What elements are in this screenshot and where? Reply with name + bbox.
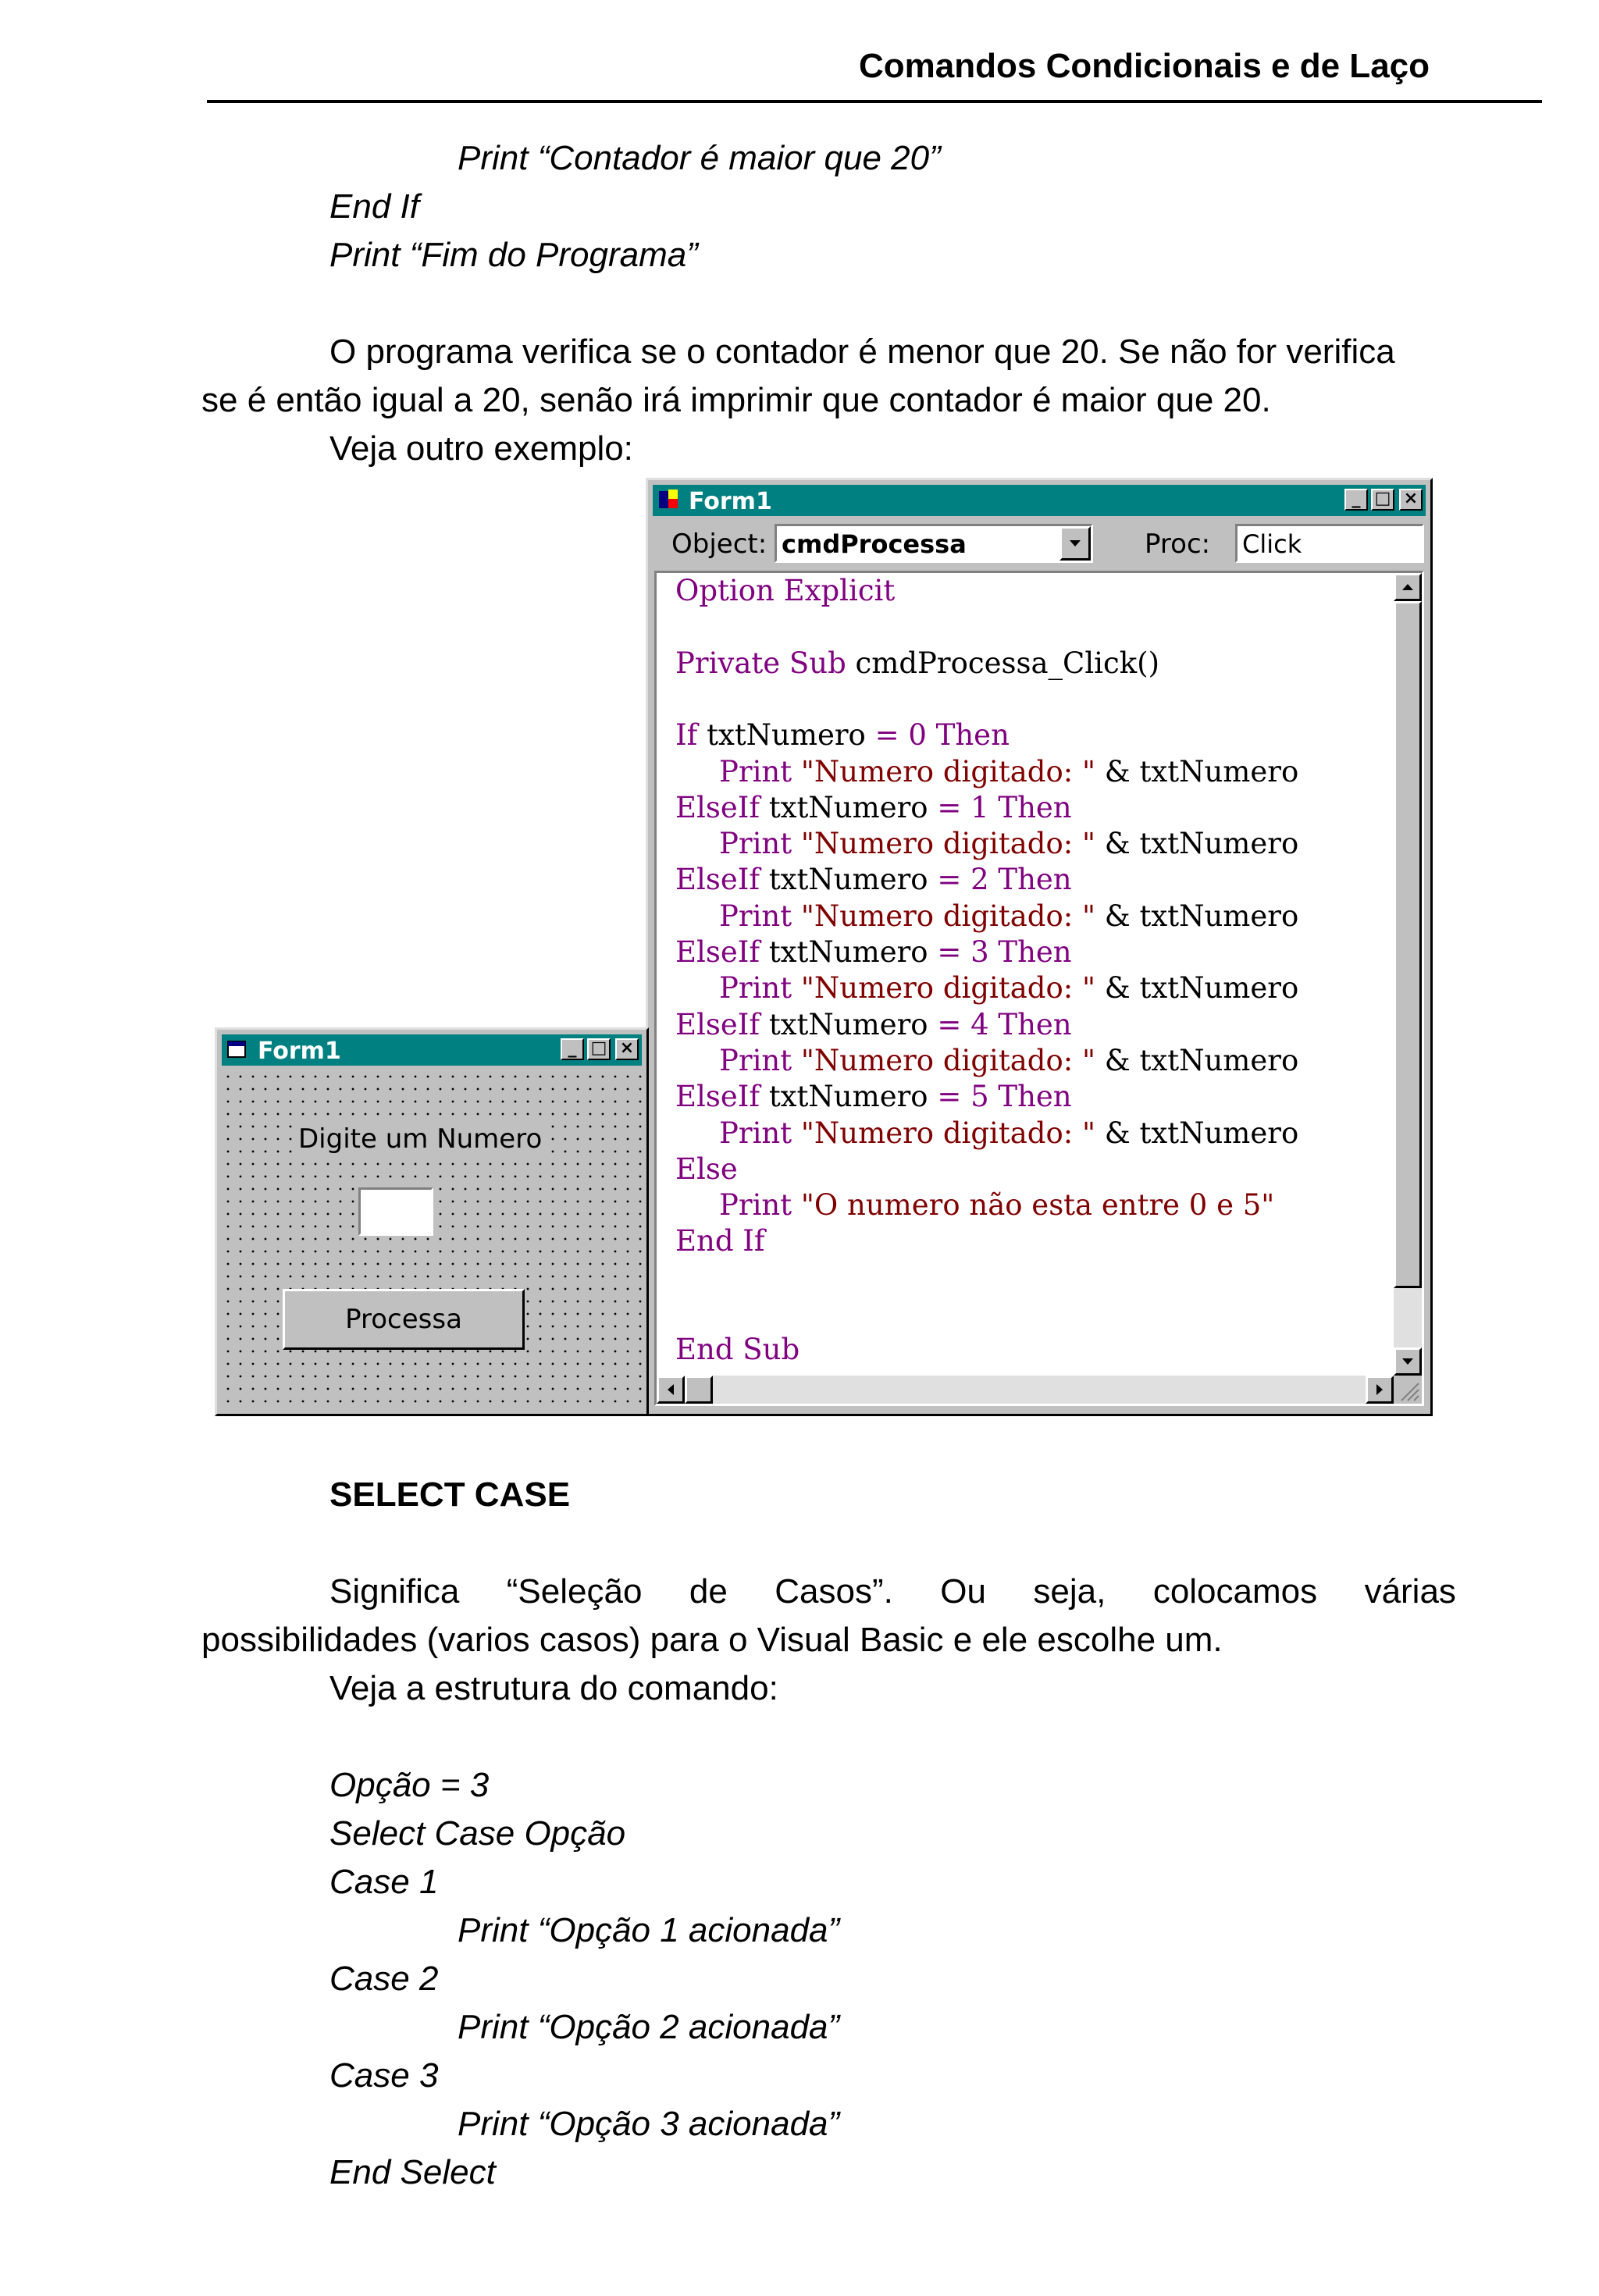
paragraph-line: O programa verifica se o contador é menor que 20. Se não for verifica (329, 333, 1395, 371)
scroll-right-arrow-icon[interactable] (1366, 1376, 1394, 1404)
word: “Seleção (506, 1572, 643, 1611)
code-line: Print "Numero digitado: " & txtNumero (719, 899, 1299, 933)
code-line: End If (329, 187, 419, 226)
proc-dropdown[interactable] (1235, 524, 1424, 563)
paragraph-line: Veja a estrutura do comando: (329, 1669, 778, 1707)
close-button[interactable]: × (615, 1038, 639, 1060)
code-line: Print "Numero digitado: " & txtNumero (719, 971, 1299, 1006)
proc-value: Click (1242, 529, 1302, 559)
code-editor-window (646, 478, 1433, 1416)
code-text-area[interactable] (675, 573, 1378, 1362)
word: colocamos (1152, 1572, 1318, 1611)
code-line: Print "Numero digitado: " & txtNumero (719, 1043, 1299, 1077)
code-line: Print "O numero não esta entre 0 e 5" (719, 1188, 1275, 1223)
minimize-button[interactable]: _ (561, 1038, 584, 1060)
word: Significa (329, 1572, 460, 1611)
code-line: Print “Contador é maior que 20” (458, 139, 941, 177)
processa-button[interactable]: Processa (283, 1289, 525, 1350)
code-window-title: Form1 (689, 488, 772, 515)
form-design-surface[interactable] (222, 1070, 642, 1409)
code-line: Print “Opção 3 acionada” (458, 2105, 840, 2143)
horizontal-scrollbar[interactable] (657, 1376, 1394, 1404)
object-dropdown[interactable] (775, 524, 1093, 563)
code-line: Print "Numero digitado: " & txtNumero (719, 827, 1299, 861)
numero-textbox[interactable] (358, 1187, 433, 1236)
form-window-title: Form1 (258, 1038, 341, 1065)
vertical-scrollbar[interactable] (1394, 573, 1422, 1376)
resize-grip-icon[interactable] (1394, 1376, 1422, 1404)
code-line: Case 3 (329, 2056, 439, 2095)
code-line: Case 1 (329, 1863, 439, 1901)
code-window-titlebar[interactable] (653, 485, 1426, 516)
scroll-up-arrow-icon[interactable] (1394, 573, 1422, 601)
code-line: Print “Opção 1 acionada” (458, 1911, 840, 1949)
proc-label: Proc: (1145, 529, 1211, 560)
form-icon (226, 1038, 248, 1060)
code-line: Option Explicit (675, 574, 896, 607)
code-line: End Sub (675, 1333, 800, 1362)
chevron-down-icon[interactable] (1059, 526, 1091, 561)
paragraph-line: Veja outro exemplo: (329, 429, 633, 468)
close-button[interactable]: × (1399, 489, 1423, 511)
maximize-button[interactable]: □ (1371, 489, 1394, 511)
paragraph-line: possibilidades (varios casos) para o Visual Basic e ele escolhe um. (201, 1621, 1223, 1659)
code-line: ElseIf txtNumero = 2 Then (675, 863, 1072, 897)
page-header-title: Comandos Condicionais e de Laço (859, 47, 1430, 85)
scrollbar-thumb[interactable] (1394, 601, 1422, 1288)
word: Ou (940, 1572, 986, 1611)
code-line: Print “Fim do Programa” (329, 236, 698, 274)
code-line: ElseIf txtNumero = 4 Then (675, 1007, 1072, 1041)
maximize-button[interactable]: □ (587, 1038, 611, 1060)
code-line: Private Sub cmdProcessa_Click() (675, 646, 1160, 680)
word: várias (1364, 1572, 1456, 1611)
object-label: Object: (671, 529, 767, 560)
word: de (689, 1572, 728, 1611)
code-line: End If (675, 1224, 765, 1258)
code-line: Else (675, 1152, 738, 1186)
section-heading: SELECT CASE (329, 1475, 571, 1514)
form-window-titlebar[interactable] (222, 1034, 642, 1066)
code-line: Case 2 (329, 1960, 439, 1998)
code-line: Print "Numero digitado: " & txtNumero (719, 754, 1299, 788)
code-line: Print "Numero digitado: " & txtNumero (719, 1116, 1299, 1150)
word: Casos”. (775, 1572, 893, 1611)
code-line: ElseIf txtNumero = 5 Then (675, 1080, 1072, 1114)
word: seja, (1033, 1572, 1106, 1611)
code-line: If txtNumero = 0 Then (675, 718, 1010, 753)
justified-paragraph-line (329, 1568, 1456, 1616)
header-rule (207, 100, 1542, 103)
digite-label: Digite um Numero (294, 1123, 547, 1155)
object-value: cmdProcessa (782, 529, 967, 559)
code-pane[interactable] (654, 571, 1424, 1406)
code-line: Opção = 3 (329, 1766, 490, 1804)
code-line: ElseIf txtNumero = 1 Then (675, 790, 1072, 824)
minimize-button[interactable]: _ (1344, 489, 1368, 511)
paragraph-line: se é então igual a 20, senão irá imprimir que contador é maior que 20. (201, 381, 1271, 419)
code-line: Print “Opção 2 acionada” (458, 2008, 840, 2046)
form-window (215, 1027, 649, 1416)
code-line: End Select (329, 2153, 496, 2191)
horizontal-scrollbar-thumb[interactable] (685, 1376, 713, 1404)
code-line: Select Case Opção (329, 1814, 626, 1853)
scroll-left-arrow-icon[interactable] (657, 1376, 685, 1404)
vb-app-icon (657, 488, 681, 511)
code-line: ElseIf txtNumero = 3 Then (675, 935, 1072, 969)
scroll-down-arrow-icon[interactable] (1394, 1347, 1422, 1376)
